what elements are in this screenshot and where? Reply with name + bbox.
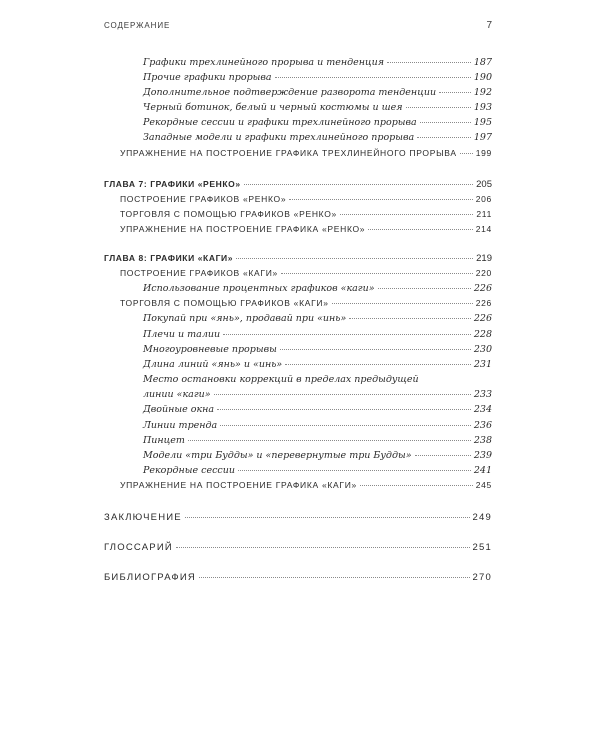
toc-entry[interactable]: Дополнительное подтверждение разворота тенденции 192: [143, 87, 492, 98]
toc-entry[interactable]: ТОРГОВЛЯ С ПОМОЩЬЮ ГРАФИКОВ «КАГИ» 226: [120, 298, 492, 308]
toc-page: 228: [473, 329, 492, 340]
toc-entry[interactable]: УПРАЖНЕНИЕ НА ПОСТРОЕНИЕ ГРАФИКА «РЕНКО» 214: [120, 224, 492, 234]
toc-page: 211: [476, 209, 492, 219]
toc-entry[interactable]: Линии тренда 236: [143, 420, 492, 431]
page-number: 7: [486, 20, 492, 31]
dot-leader: [378, 288, 471, 289]
toc-entry[interactable]: Черный ботинок, белый и черный костюмы и шея 193: [143, 102, 492, 113]
dot-leader: [238, 470, 471, 471]
dot-leader: [415, 455, 471, 456]
running-head: СОДЕРЖАНИЕ: [104, 21, 171, 30]
toc-entry[interactable]: Рекордные сессии 241: [143, 465, 492, 476]
toc-page: 195: [473, 117, 492, 128]
toc-entry[interactable]: Плечи и талии 228: [143, 329, 492, 340]
toc-page: 251: [472, 542, 492, 553]
dot-leader: [281, 273, 473, 274]
toc-conclusion[interactable]: ЗАКЛЮЧЕНИЕ 249: [104, 512, 492, 523]
toc-page: 241: [473, 465, 492, 476]
dot-leader: [176, 547, 470, 548]
dot-leader: [185, 517, 470, 518]
dot-leader: [289, 199, 472, 200]
toc-page: 205: [476, 179, 492, 190]
toc-entry[interactable]: Длина линий «янь» и «инь» 231: [143, 359, 492, 370]
dot-leader: [214, 394, 471, 395]
toc-page: 226: [475, 298, 492, 308]
toc-page: 230: [473, 344, 492, 355]
toc-page: 238: [473, 435, 492, 446]
toc-entry[interactable]: Западные модели и графики трехлинейного прорыва 197: [143, 132, 492, 143]
toc-entry[interactable]: УПРАЖНЕНИЕ НА ПОСТРОЕНИЕ ГРАФИКА ТРЕХЛИНЕЙНОГО ПРОРЫВА 199: [120, 148, 492, 158]
dot-leader: [420, 122, 471, 123]
dot-leader: [188, 440, 471, 441]
toc-entry[interactable]: Многоуровневые прорывы 230: [143, 344, 492, 355]
toc-page: 226: [473, 313, 492, 324]
toc-page: 190: [473, 72, 492, 83]
toc-page: 220: [475, 268, 492, 278]
dot-leader: [217, 409, 471, 410]
toc-page: 199: [475, 148, 492, 158]
toc-page: 192: [473, 87, 492, 98]
toc-page: 187: [473, 57, 492, 68]
dot-leader: [406, 107, 471, 108]
toc-page: 233: [473, 389, 492, 400]
toc-bibliography[interactable]: БИБЛИОГРАФИЯ 270: [104, 572, 492, 583]
dot-leader: [340, 214, 473, 215]
toc-entry[interactable]: Покупай при «янь», продавай при «инь» 226: [143, 313, 492, 324]
toc-entry[interactable]: Двойные окна 234: [143, 404, 492, 415]
toc-entry-line[interactable]: Место остановки коррекций в пределах предыдущей: [143, 374, 419, 385]
toc-page: 197: [473, 132, 492, 143]
toc-page: 193: [473, 102, 492, 113]
toc-entry[interactable]: Рекордные сессии и графики трехлинейного прорыва 195: [143, 117, 492, 128]
toc-page: 231: [473, 359, 492, 370]
dot-leader: [349, 318, 471, 319]
toc-entry[interactable]: Графики трехлинейного прорыва и тенденция 187: [143, 57, 492, 68]
toc-entry[interactable]: линии «каги» 233: [143, 389, 492, 400]
dot-leader: [332, 303, 473, 304]
toc-entry[interactable]: ТОРГОВЛЯ С ПОМОЩЬЮ ГРАФИКОВ «РЕНКО» 211: [120, 209, 492, 219]
toc-glossary[interactable]: ГЛОССАРИЙ 251: [104, 542, 492, 553]
dot-leader: [285, 364, 471, 365]
dot-leader: [275, 77, 471, 78]
toc-page: 236: [473, 420, 492, 431]
toc-page: 206: [475, 194, 492, 204]
toc-entry[interactable]: Прочие графики прорыва 190: [143, 72, 492, 83]
toc-entry[interactable]: ПОСТРОЕНИЕ ГРАФИКОВ «РЕНКО» 206: [120, 194, 492, 204]
dot-leader: [223, 334, 471, 335]
toc-entry[interactable]: ПОСТРОЕНИЕ ГРАФИКОВ «КАГИ» 220: [120, 268, 492, 278]
dot-leader: [417, 137, 471, 138]
toc-page: 239: [473, 450, 492, 461]
toc-page: 245: [475, 480, 492, 490]
dot-leader: [280, 349, 471, 350]
toc-page: 270: [472, 572, 492, 583]
dot-leader: [368, 229, 472, 230]
dot-leader: [460, 153, 473, 154]
toc-chapter-7[interactable]: ГЛАВА 7: ГРАФИКИ «РЕНКО» 205: [104, 179, 492, 190]
toc-entry[interactable]: Модели «три Будды» и «перевернутые три Будды» 239: [143, 450, 492, 461]
toc-page: 214: [475, 224, 492, 234]
toc-entry[interactable]: Использование процентных графиков «каги» 226: [143, 283, 492, 294]
dot-leader: [439, 92, 471, 93]
dot-leader: [244, 184, 473, 185]
dot-leader: [387, 62, 471, 63]
toc-chapter-8[interactable]: ГЛАВА 8: ГРАФИКИ «КАГИ» 219: [104, 253, 492, 264]
dot-leader: [220, 425, 471, 426]
dot-leader: [199, 577, 470, 578]
toc-entry[interactable]: Пинцет 238: [143, 435, 492, 446]
toc-page: 234: [473, 404, 492, 415]
page-header: [104, 20, 492, 34]
toc-page: 249: [472, 512, 492, 523]
dot-leader: [236, 258, 473, 259]
toc-page: 226: [473, 283, 492, 294]
dot-leader: [360, 485, 473, 486]
toc-page: 219: [476, 253, 492, 264]
toc-entry[interactable]: УПРАЖНЕНИЕ НА ПОСТРОЕНИЕ ГРАФИКА «КАГИ» 245: [120, 480, 492, 490]
